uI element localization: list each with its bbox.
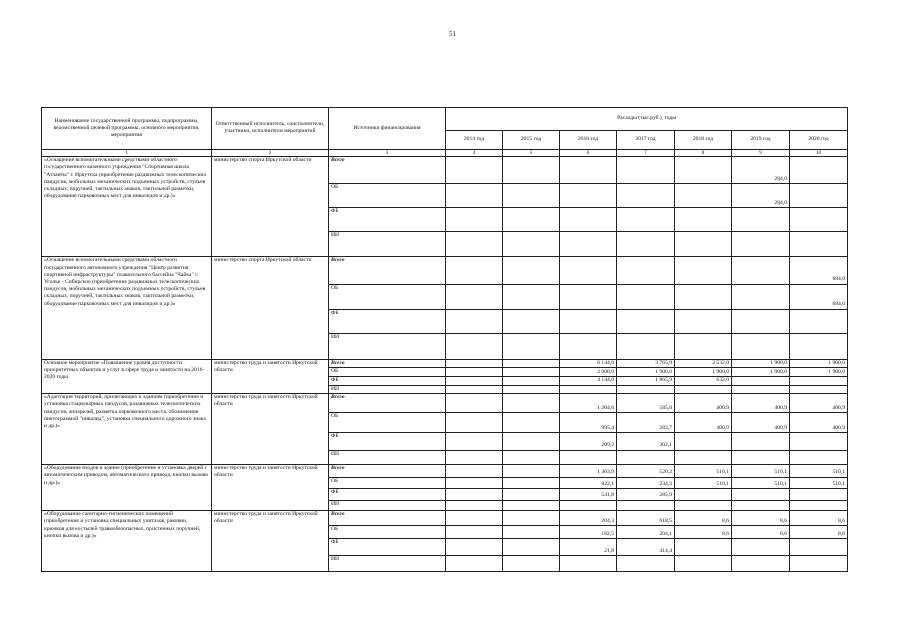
expense-value <box>675 309 732 333</box>
table-row <box>42 394 848 413</box>
executor: министерство труда и занятости Иркутской области <box>212 359 329 393</box>
expense-value <box>617 232 675 257</box>
expense-value <box>446 309 503 333</box>
column-number: 1 <box>42 149 212 156</box>
expense-value <box>560 333 617 359</box>
expense-value: 1 900,0 <box>732 368 790 377</box>
expense-value <box>503 432 560 450</box>
expense-value <box>503 556 560 572</box>
column-number: 4 <box>446 149 503 156</box>
expense-value <box>790 157 848 184</box>
executor: министерство труда и занятости Иркутской области <box>212 394 329 465</box>
table-row <box>42 465 848 478</box>
expense-value <box>446 477 503 489</box>
expense-value <box>446 525 503 539</box>
header-expenses: Расходы (тыс.руб.), годы <box>446 108 848 131</box>
expense-value <box>675 208 732 232</box>
funding-source: ОБ <box>329 477 446 489</box>
expense-value: 21,8 <box>560 539 617 556</box>
funding-source: ОБ <box>329 412 446 432</box>
expense-value <box>732 333 790 359</box>
expense-value <box>446 368 503 377</box>
expense-value: 400,9 <box>790 412 848 432</box>
expense-value: 414,4 <box>617 539 675 556</box>
expense-value <box>675 432 732 450</box>
expense-value: 1 900,0 <box>732 359 790 368</box>
header-name: Наименование государственной программы, подпрограммы, ведомственной целевой программы, основного мероприятия, мероприятия <box>42 108 212 150</box>
expense-value <box>790 232 848 257</box>
expense-value <box>790 309 848 333</box>
expense-value <box>675 450 732 465</box>
expense-value: 400,9 <box>675 394 732 413</box>
expense-value: 204,1 <box>617 525 675 539</box>
expense-value: 2 000,0 <box>560 368 617 377</box>
expense-value: 4 144,0 <box>560 376 617 385</box>
expense-value <box>446 157 503 184</box>
expense-value <box>503 284 560 309</box>
expense-value <box>560 257 617 284</box>
measure-name: «Оснащение вспомогательными средствами областного государственного казенного учреждения "Спортивная школа "Атланты" г. Иркутска (приобретение раздвижных телескопических пандусов, мобильных механических подъемных устройств, стульев складных, поручней, тактильных знаков, тактильной разметки, оборудование парковочных мест для инвалидов и др.)» <box>42 157 212 257</box>
expense-value <box>617 385 675 394</box>
table-row <box>42 359 848 368</box>
expense-value: 585,8 <box>617 394 675 413</box>
page-number: 51 <box>449 30 456 38</box>
expense-value <box>503 157 560 184</box>
expense-value: 684,0 <box>790 257 848 284</box>
column-number: 5 <box>503 149 560 156</box>
column-number: 7 <box>617 149 675 156</box>
expense-value <box>446 359 503 368</box>
expense-value <box>446 556 503 572</box>
expense-value: 1 900,0 <box>790 368 848 377</box>
measure-name: «Оборудование входов в здание (приобретение и установка дверей с автоматическим приводом, автоматического привода, кнопки вызова и др.)» <box>42 465 212 511</box>
expense-value <box>503 465 560 478</box>
expense-value: 8,6 <box>790 525 848 539</box>
expense-value: 510,1 <box>732 477 790 489</box>
expense-value <box>617 333 675 359</box>
table-row <box>42 511 848 526</box>
expense-value <box>503 450 560 465</box>
expense-value <box>446 394 503 413</box>
expense-value: 1 900,0 <box>790 359 848 368</box>
year-header: 2015 год <box>503 131 560 150</box>
expense-value: 400,9 <box>675 412 732 432</box>
expense-value <box>503 477 560 489</box>
expense-value <box>560 556 617 572</box>
expense-value <box>790 450 848 465</box>
expense-value <box>732 500 790 510</box>
funding-source: ИИ <box>329 450 446 465</box>
expense-value: 541,8 <box>560 489 617 501</box>
expense-value <box>617 556 675 572</box>
expense-value: 234,3 <box>617 477 675 489</box>
funding-source: ИИ <box>329 333 446 359</box>
expense-value: 1 900,0 <box>675 368 732 377</box>
expense-value <box>560 500 617 510</box>
expense-value <box>732 284 790 309</box>
expense-value <box>675 157 732 184</box>
expense-value <box>732 432 790 450</box>
expense-value: 995,4 <box>560 412 617 432</box>
expense-value <box>617 157 675 184</box>
expense-value: 8,6 <box>732 525 790 539</box>
expense-value <box>617 184 675 208</box>
expense-value <box>675 489 732 501</box>
expense-value <box>446 184 503 208</box>
column-number: 6 <box>560 149 617 156</box>
funding-source: ФБ <box>329 489 446 501</box>
expense-value <box>446 385 503 394</box>
expense-value: 510,1 <box>790 465 848 478</box>
expense-value <box>503 394 560 413</box>
expense-value <box>675 232 732 257</box>
expense-value <box>790 333 848 359</box>
expense-value <box>503 184 560 208</box>
expense-value <box>732 450 790 465</box>
expense-value: 510,1 <box>675 465 732 478</box>
funding-source: ФБ <box>329 539 446 556</box>
expense-value <box>617 309 675 333</box>
expense-value <box>732 309 790 333</box>
expense-value <box>503 208 560 232</box>
expense-value <box>503 309 560 333</box>
funding-source: ОБ <box>329 284 446 309</box>
expense-value: 204,3 <box>560 511 617 526</box>
expense-value <box>560 385 617 394</box>
expense-value: 510,1 <box>675 477 732 489</box>
expense-value: 632,0 <box>675 376 732 385</box>
funding-source: ОБ <box>329 184 446 208</box>
funding-source: Всего <box>329 257 446 284</box>
expense-value <box>675 500 732 510</box>
year-header: 2018 год <box>675 131 732 150</box>
expense-value: 1 204,6 <box>560 394 617 413</box>
measure-name: «Адаптация территорий, прилегающих к зданиям (приобретение и установка стационарных пандусов, раздвижных телескопических пандусов, аппарелей, разметка парковочного места, обозначение пиктограммой "инвалид", установка специального дорожного знака и др.)» <box>42 394 212 465</box>
expense-value: 618,5 <box>617 511 675 526</box>
year-header: 2020 год <box>790 131 848 150</box>
expense-value <box>732 208 790 232</box>
expense-value <box>560 450 617 465</box>
expense-value <box>675 556 732 572</box>
expense-value <box>446 333 503 359</box>
expense-value <box>732 489 790 501</box>
expense-value <box>560 309 617 333</box>
expense-value <box>446 500 503 510</box>
column-number: 3 <box>329 149 446 156</box>
expense-value <box>732 232 790 257</box>
funding-source: ФБ <box>329 309 446 333</box>
expense-value <box>617 450 675 465</box>
expense-value <box>446 208 503 232</box>
expense-value: 2 532,0 <box>675 359 732 368</box>
expense-value <box>732 539 790 556</box>
expense-value <box>790 208 848 232</box>
expense-value <box>790 385 848 394</box>
expense-value: 684,0 <box>790 284 848 309</box>
expense-value <box>790 539 848 556</box>
year-header: 2016 год <box>560 131 617 150</box>
expense-value <box>675 385 732 394</box>
expense-value: 8,6 <box>790 511 848 526</box>
expense-value <box>446 257 503 284</box>
funding-source: ФБ <box>329 208 446 232</box>
measure-name: Основное мероприятие «Повышение уровня доступности приоритетных объектов и услуг в сфере труда и занятости на 2016-2020 годы <box>42 359 212 393</box>
expense-value: 284,0 <box>732 184 790 208</box>
expense-value <box>790 184 848 208</box>
funding-source: ИИ <box>329 232 446 257</box>
expense-value: 284,0 <box>732 157 790 184</box>
expense-value <box>790 489 848 501</box>
expense-value <box>617 257 675 284</box>
expense-value <box>560 157 617 184</box>
expense-value <box>446 412 503 432</box>
expense-value <box>732 257 790 284</box>
expense-value <box>617 500 675 510</box>
expense-value: 510,1 <box>732 465 790 478</box>
expense-value <box>446 232 503 257</box>
expense-value: 8,6 <box>732 511 790 526</box>
expense-value: 400,9 <box>732 412 790 432</box>
funding-source: ФБ <box>329 376 446 385</box>
expense-value: 1 363,9 <box>560 465 617 478</box>
expense-value <box>732 556 790 572</box>
funding-source: Всего <box>329 157 446 184</box>
expense-value <box>617 284 675 309</box>
expense-value: 209,2 <box>560 432 617 450</box>
expense-value <box>446 376 503 385</box>
expense-value <box>446 284 503 309</box>
year-header: 2014 год <box>446 131 503 150</box>
expense-value <box>503 333 560 359</box>
expense-value <box>503 257 560 284</box>
funding-source: ОБ <box>329 368 446 377</box>
expense-value <box>675 257 732 284</box>
funding-source: Всего <box>329 394 446 413</box>
funding-source: ОБ <box>329 525 446 539</box>
expense-value: 6 144,0 <box>560 359 617 368</box>
expense-value <box>732 376 790 385</box>
expense-value <box>446 489 503 501</box>
expense-value <box>790 376 848 385</box>
executor: министерство спорта Иркутской области <box>212 157 329 257</box>
expense-value <box>675 184 732 208</box>
expense-value <box>560 232 617 257</box>
expense-value: 1 865,9 <box>617 376 675 385</box>
expense-value <box>675 284 732 309</box>
funding-source: Всего <box>329 359 446 368</box>
expense-value <box>560 284 617 309</box>
funding-source: ФБ <box>329 432 446 450</box>
funding-source: Всего <box>329 465 446 478</box>
expense-value: 510,1 <box>790 477 848 489</box>
expense-value <box>446 465 503 478</box>
funding-source: ИИ <box>329 556 446 572</box>
expense-value <box>446 511 503 526</box>
year-header: 2019 год <box>732 131 790 150</box>
expense-value: 520,2 <box>617 465 675 478</box>
expense-value: 1 900,0 <box>617 368 675 377</box>
expense-value <box>790 556 848 572</box>
expense-value <box>503 385 560 394</box>
expense-value <box>790 432 848 450</box>
expense-value <box>675 333 732 359</box>
expense-value: 8,6 <box>675 525 732 539</box>
expense-value: 3 765,9 <box>617 359 675 368</box>
expense-value: 182,5 <box>560 525 617 539</box>
expense-value: 285,9 <box>617 489 675 501</box>
expense-value <box>732 385 790 394</box>
expense-value <box>617 208 675 232</box>
column-number: 8 <box>675 149 732 156</box>
executor: министерство труда и занятости Иркутской области <box>212 511 329 572</box>
expense-value: 400,9 <box>790 394 848 413</box>
executor: министерство труда и занятости Иркутской области <box>212 465 329 511</box>
expense-value <box>503 500 560 510</box>
expense-value <box>503 359 560 368</box>
expense-value <box>446 539 503 556</box>
funding-source: ИИ <box>329 500 446 510</box>
expense-value <box>446 432 503 450</box>
expense-value <box>503 511 560 526</box>
expense-value <box>503 376 560 385</box>
expense-value <box>503 232 560 257</box>
measure-name: «Оснащение вспомогательными средствами областного государственного автономного учреждения "Центр развития спортивной инфраструктуры" плавательного бассейна "Чайка" г. Усолье - Сибирское (приобретение раздвижных телескопических пандусов, мобильных механических подъемных устройств, стульев складных, поручней, тактильных знаков, тактильной разметки, оборудование парковочных мест для инвалидов и др.)» <box>42 257 212 359</box>
table-row <box>42 257 848 284</box>
table-row <box>42 157 848 184</box>
expense-value: 283,7 <box>617 412 675 432</box>
expense-value <box>675 539 732 556</box>
expense-value <box>560 208 617 232</box>
expense-value <box>790 500 848 510</box>
expense-value <box>503 525 560 539</box>
expense-value: 822,1 <box>560 477 617 489</box>
header-source: Источники финансирования <box>329 108 446 150</box>
expense-value <box>503 489 560 501</box>
column-number: 10 <box>790 149 848 156</box>
executor: министерство спорта Иркутской области <box>212 257 329 359</box>
column-number: 9 <box>732 149 790 156</box>
expense-value <box>503 412 560 432</box>
funding-source: Всего <box>329 511 446 526</box>
measure-name: «Оборудование санитарно-гигиенических помещений (приобретение и установка специальных унитазов, раковин, крючков для костылей травмобезопасных, пристенных поручней, кнопки вызова и др.)» <box>42 511 212 572</box>
column-number: 2 <box>212 149 329 156</box>
expenses-table <box>41 107 848 572</box>
expense-value: 400,9 <box>732 394 790 413</box>
expense-value <box>503 539 560 556</box>
expense-value: 8,6 <box>675 511 732 526</box>
expense-value <box>503 368 560 377</box>
header-executor: Ответственный исполнитель, соисполнители, участники, исполнители мероприятий <box>212 108 329 150</box>
funding-source: ИИ <box>329 385 446 394</box>
year-header: 2017 год <box>617 131 675 150</box>
expense-value: 302,1 <box>617 432 675 450</box>
expense-value <box>446 450 503 465</box>
expense-value <box>560 184 617 208</box>
